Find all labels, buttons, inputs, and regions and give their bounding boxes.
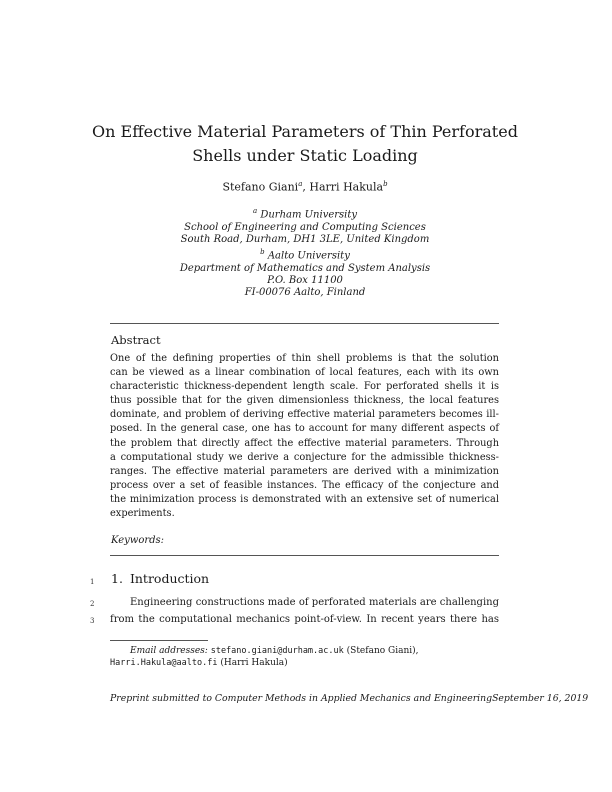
affiliation-line [60,222,550,234]
affiliation-line [60,246,550,263]
affiliation-mark: a [252,207,258,215]
abstract-line: process over a set of feasible instances. The efficacy of the conjecture and [110,479,499,491]
footnote-author: (Harri Hakula) [220,658,288,668]
keywords-label: Keywords: [111,535,165,546]
section-title: Introduction [129,571,210,586]
abstract-line: thus possible that for the given dimensionless thickness, the local features [110,395,499,407]
abstract-top-rule [110,323,499,324]
abstract-line: characteristic thickness-dependent length scale. For perforated shells it is [110,381,499,393]
affiliation-line [60,275,550,287]
affiliation-mark: b [383,180,388,188]
abstract-line: ranges. The effective material parameters are derived with a minimization [110,465,499,477]
affiliation-text: P.O. Box 11100 [267,275,343,287]
author-name: Stefano Giani [222,180,299,194]
footnote-line [110,645,510,657]
affiliation-mark: a [298,180,303,188]
footnote-rule [110,640,208,641]
intro-paragraph [110,594,499,628]
footnote-label: Email addresses: [130,646,208,656]
abstract-bottom-rule [110,555,499,556]
section-number: 1. [111,571,123,586]
abstract-line: dominate, and problem of deriving effective material parameters becomes ill- [110,409,499,421]
footnote-line [110,657,510,669]
affiliation-line [60,234,550,246]
affiliation-line [60,263,550,275]
abstract-line: the minimization process is demonstrated with an extensive set of numerical [110,493,499,505]
footnote-author: (Stefano Giani), [346,646,419,656]
abstract-line: a computational study we derive a conjecture for the admissible thickness- [110,451,499,463]
abstract-line: can be viewed as a linear combination of local features, each with its own [110,367,499,379]
preprint-footer [110,693,588,704]
author-separator: , [302,180,310,194]
abstract-line: posed. In the general case, one has to account for many different aspects of [110,423,499,435]
footnote [110,645,510,669]
author-list [60,180,550,194]
abstract-body [110,352,499,521]
affiliation-text: FI-00076 Aalto, Finland [244,287,366,299]
affiliation-text: South Road, Durham, DH1 3LE, United Kingdom [180,233,430,245]
email-link[interactable]: stefano.giani@durham.ac.uk [210,646,344,656]
body-line: Engineering constructions made of perforated materials are challenging [130,597,499,608]
abstract-line: the problem that directly affect the effective material parameters. Through [110,437,499,449]
line-number: 1 [90,578,95,586]
affiliations [60,205,550,300]
affiliation-line [60,205,550,222]
affiliation-line [60,287,550,299]
affiliation-text: Durham University [260,209,358,221]
affiliation-text: School of Engineering and Computing Sciences [184,221,426,233]
body-line: from the computational mechanics point-of-view. In recent years there has [110,614,499,625]
abstract-heading: Abstract [111,333,161,347]
line-number: 3 [90,617,95,625]
author-name: Harri Hakula [309,180,384,194]
affiliation-text: Department of Mathematics and System Analysis [179,262,431,274]
line-number: 2 [90,600,95,608]
email-link[interactable]: Harri.Hakula@aalto.fi [110,658,218,668]
preprint-venue: Preprint submitted to Computer Methods in Applied Mechanics and Engineering [110,693,493,704]
affiliation-mark: b [260,248,265,257]
preprint-date: September 16, 2019 [492,693,589,704]
abstract-line: One of the defining properties of thin shell problems is that the solution [110,353,499,364]
abstract-line: experiments. [110,508,175,520]
section-heading [111,571,209,586]
affiliation-text: Aalto University [267,250,350,262]
paper-title [60,120,550,168]
title-line-1: On Effective Material Parameters of Thin Perforated [92,122,518,141]
title-line-2: Shells under Static Loading [192,146,418,165]
